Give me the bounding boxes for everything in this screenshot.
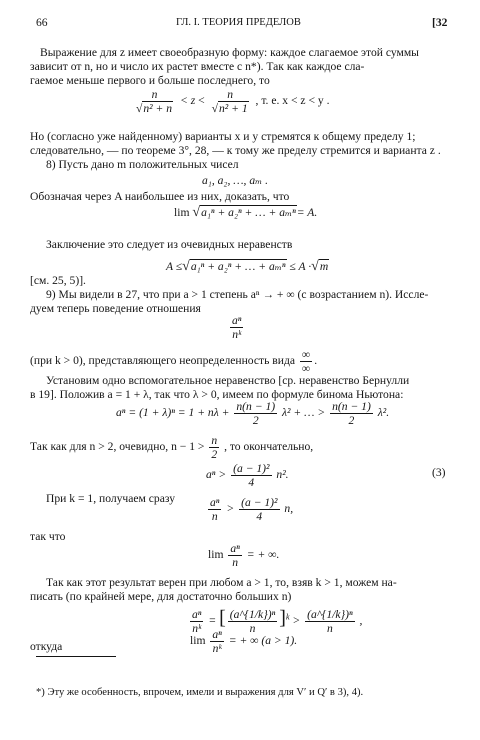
p1-line1: Выражение для z имеет своеобразную форму: каждое слагаемое этой суммы <box>40 46 419 59</box>
eq1-tail: , т. е. x < z < y . <box>255 94 330 108</box>
gen-rhs-den: n <box>326 622 333 635</box>
gen-rhs-frac <box>305 608 355 635</box>
item9-line1: 9) Мы видели в 27, что при a > 1 степень aⁿ → + ∞ (с возрастанием n). Иссле- <box>46 288 429 301</box>
p1-line3: гаемое меньше первого и больше последнего, то <box>30 74 270 87</box>
bern-eq-mid: λ² + … > <box>282 406 326 420</box>
item9-frac <box>230 314 243 341</box>
gen-eq: $\frac{\text{aⁿ}}{\text{nᵏ}}$ = [ $\frac{\text{(a\textasciicircum{}\{1/k\})ⁿ}}{n}$ ]$^k$ > $\frac{\text{(a\textasciicircum{}\{1/k\})ⁿ}}{n}$ , <box>192 607 363 635</box>
k1-limit <box>208 542 279 569</box>
chapter-title: ГЛ. I. ТЕОРИЯ ПРЕДЕЛОВ <box>176 17 301 28</box>
item8-lim: lim <box>174 206 190 219</box>
gen-gt: > <box>292 614 301 628</box>
eq1-rad2: n² + 1 <box>218 102 248 115</box>
tk-line1 <box>30 434 313 461</box>
bern-eq <box>116 400 389 427</box>
footnote: *) Эту же особенность, впрочем, имели и выражения для V′ и Q′ в 3), 4). <box>36 687 364 698</box>
eq3-number: (3) <box>432 466 446 479</box>
gen-rhs-num: (a^{1/k})ⁿ <box>307 608 353 621</box>
gen-comma: , <box>359 614 363 628</box>
concl-radicand: a₁ⁿ + a₂ⁿ + … + aₘⁿ <box>190 260 286 273</box>
bern-frac1-den: 2 <box>252 414 259 427</box>
item9-inf-den: ∞ <box>301 362 311 375</box>
fin-frac <box>210 628 223 655</box>
k1-sothat: так что <box>30 530 66 543</box>
k1-eq <box>206 496 293 523</box>
p2-line1: Но (согласно уже найденному) варианты x и y стремятся к общему пределу 1; <box>30 130 416 143</box>
bern-line1: Установим одно вспомогательное неравенство [ср. неравенство Бернулли <box>46 374 410 387</box>
eq3-lhs: aⁿ > <box>206 468 227 482</box>
item9-indeterminate <box>300 348 312 375</box>
item8-intro: 8) Пусть дано m положительных чисел <box>46 158 239 171</box>
tk-line1-a: Так как для n > 2, очевидно, n − 1 > <box>30 440 205 454</box>
tk-frac <box>209 434 219 461</box>
k1-line1: При k = 1, получаем сразу <box>46 492 176 505</box>
k1-lhs-den: n <box>211 510 218 523</box>
item9-ratio <box>228 314 245 341</box>
fin-den: nᵏ <box>212 642 222 655</box>
concl-lhs: A ≤ <box>166 260 183 273</box>
footnote-rule <box>36 656 116 657</box>
eq1-frac-left-den: √n² + n <box>136 102 173 115</box>
concl-rhs: ≤ A · <box>289 260 312 273</box>
concl-ref: [см. 25, 5)]. <box>30 274 86 287</box>
item9-line4-text: (при k > 0), представляющего неопределенность вида <box>30 354 296 368</box>
p1-line2-b: *). Так как каждое сла- <box>250 60 365 73</box>
fin-otkuda: откуда <box>30 640 63 653</box>
gen-bracket-num: (a^{1/k})ⁿ <box>229 608 276 621</box>
concl-m: m <box>319 260 329 273</box>
eq1-frac-left-num: n <box>151 88 158 101</box>
gen-bracket-den: n <box>249 622 256 635</box>
gen-line2: писать (по крайней мере, для достаточно больших n) <box>30 590 292 603</box>
gen-line1: Так как этот результат верен при любом a > 1, то, взяв k > 1, можем на- <box>46 576 397 589</box>
fin-lim: lim <box>190 634 206 648</box>
item9-line4: (при k > 0), представляющего неопределенность вида $\frac{\infty}{\infty}$ . <box>30 348 318 375</box>
p1-line2-a: зависит от n, но и число их растет вместе с n <box>30 60 251 73</box>
k1-lim-num: aⁿ <box>230 542 240 555</box>
eq3-num: (a − 1)² <box>233 462 270 475</box>
eq1-frac-left <box>134 88 175 115</box>
p1-line2 <box>30 60 364 74</box>
p2-line2: следовательно, — по теореме 3°, 28, — к тому же пределу стремится и варианта z . <box>30 144 441 157</box>
fin-limit <box>190 628 297 655</box>
k1-rhs-den: 4 <box>256 510 263 523</box>
eq3-rhs: n². <box>276 468 289 482</box>
section-number: [32 <box>432 16 448 29</box>
bern-eq-lhs: aⁿ = (1 + λ)ⁿ = 1 + nλ + <box>116 406 230 420</box>
k1-lhs-num: aⁿ <box>210 496 220 509</box>
k1-lim-den: n <box>232 556 238 569</box>
concl-ineq: A ≤√a₁ⁿ + a₂ⁿ + … + aₘⁿ ≤ A ·√m <box>166 259 329 274</box>
concl-text: Заключение это следует из очевидных неравенств <box>46 238 293 251</box>
page-number: 66 <box>36 16 48 29</box>
k1-lim-val: = + ∞. <box>246 548 280 562</box>
bern-frac2-den: 2 <box>348 414 355 427</box>
item9-inf-num: ∞ <box>301 348 311 361</box>
eq1: $\frac{n}{\text{√n² + n}}$ < z < $\frac{n}{\text{√n² + 1}}$ , т. е. x < z < y . <box>136 88 330 115</box>
eq1-frac-right-num: n <box>227 88 233 101</box>
item9-frac-num: aⁿ <box>232 314 242 327</box>
bern-frac2-num: n(n − 1) <box>332 400 371 413</box>
tk-frac-den: 2 <box>211 448 218 461</box>
gen-power: k <box>285 612 290 622</box>
bern-frac1 <box>234 400 277 427</box>
k1-rhs: n, <box>284 502 294 516</box>
eq3-frac <box>231 462 271 489</box>
bern-eq-end: λ². <box>377 406 390 420</box>
eq1-lt: < z <box>179 94 196 108</box>
fin-val: = + ∞ (a > 1). <box>228 634 298 648</box>
tk-frac-num: n <box>211 434 218 447</box>
bern-frac1-num: n(n − 1) <box>236 400 276 413</box>
eq3-den: 4 <box>248 476 255 489</box>
k1-lim: lim <box>208 548 224 562</box>
k1-rhs-num: (a − 1)² <box>241 496 278 509</box>
item9-line2: дуем теперь поведение отношения <box>30 302 201 315</box>
bern-line2: в 19]. Положив a = 1 + λ, так что λ > 0, имеем по формуле бинома Ньютона: <box>30 388 404 401</box>
gen-lhs-num: aⁿ <box>192 608 202 621</box>
gen-lhs-den: nᵏ <box>192 622 202 635</box>
item8-eq-tail: = A. <box>296 206 318 219</box>
item8-line3: Обозначая через A наибольшее из них, доказать, что <box>30 190 290 203</box>
eq3 <box>206 462 289 489</box>
k1-gt: > <box>226 502 235 516</box>
eq1-frac-right-den: √n² + 1 <box>211 102 248 115</box>
item8-radicand: a₁ⁿ + a₂ⁿ + … + aₘⁿ <box>201 206 296 219</box>
fin-num: aⁿ <box>212 628 222 641</box>
item8-sequence: a₁, a₂, …, aₘ . <box>202 174 269 187</box>
item9-frac-den: nᵏ <box>232 328 242 341</box>
tk-line1-b: , то окончательно, <box>224 440 314 454</box>
item8-limit-eq: lim √a₁ⁿ + a₂ⁿ + … + aₘⁿ= A. <box>174 205 318 220</box>
k1-rhs-frac <box>239 496 279 523</box>
gen-eq-sign: = <box>208 614 217 628</box>
bern-frac2 <box>330 400 373 427</box>
k1-lim-frac <box>228 542 241 569</box>
k1-lhs-frac <box>208 496 221 523</box>
eq1-rad1: n² + n <box>143 102 173 115</box>
eq1-frac-right <box>210 88 251 115</box>
